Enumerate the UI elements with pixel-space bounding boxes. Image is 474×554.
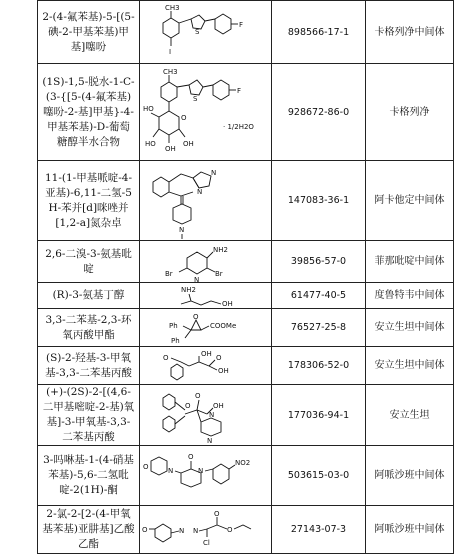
svg-text:Br: Br [214,269,223,278]
svg-text:OH: OH [212,402,224,410]
svg-text:O: O [215,353,222,362]
structure-imidazobenzazepine-methylpiperidine-icon [141,162,271,240]
application: 卡格列净中间体 [366,1,454,64]
compound-name: (1S)-1,5-脱水-1-C-(3-{[5-(4-氟苯基)噻吩-2-基]甲基}-4-甲基苯基)-D-葡萄糖醇半水合物 [38,64,140,161]
svg-text:Cl: Cl [202,538,210,547]
structure-cell [140,161,272,241]
svg-text:F: F [238,21,243,29]
svg-text:N: N [167,466,173,475]
svg-text:N: N [196,187,202,196]
structure-cell [140,446,272,506]
cas-number: 503615-03-0 [272,446,366,506]
table-row [38,506,454,554]
svg-text:O: O [194,392,201,400]
svg-text:O: O [180,113,187,122]
svg-text:N: N [206,437,212,444]
svg-text:· 1/2H2O: · 1/2H2O [222,122,254,131]
structure-aminobutanol-icon [141,284,271,308]
structure-cell [140,385,272,446]
svg-text:O: O [162,353,169,362]
svg-text:OH: OH [200,349,212,358]
application: 卡格列净 [366,64,454,161]
svg-text:Ph: Ph [170,336,180,345]
svg-text:NO2: NO2 [234,458,250,467]
structure-thiophene-fluorophenyl-iodotoluene-icon [141,1,271,63]
table-row [38,385,454,446]
compound-name: 2-(4-氟苯基)-5-[(5-碘-2-甲基苯基)甲基]噻吩 [38,1,140,64]
svg-text:OH: OH [164,144,176,153]
structure-cell [140,283,272,309]
compound-name: 2,6-二溴-3-氨基吡啶 [38,241,140,283]
application: 阿哌沙班中间体 [366,446,454,506]
table-row [38,241,454,283]
svg-text:S: S [194,28,199,36]
application: 阿哌沙班中间体 [366,506,454,554]
cas-number: 39856-57-0 [272,241,366,283]
svg-text:N: N [210,168,216,177]
structure-cell [140,309,272,347]
svg-text:OH: OH [217,366,229,375]
table-row [38,64,454,161]
table-row [38,347,454,385]
compound-name: 11-(1-甲基哌啶-4-亚基)-6,11-二氢-5H-苯并[d]咪唑并[1,2-a]氮杂卓 [38,161,140,241]
svg-text:S: S [192,94,197,103]
svg-text:O: O [226,525,233,534]
svg-text:HO: HO [144,139,156,148]
svg-text:CH3: CH3 [164,4,180,12]
cas-number: 177036-94-1 [272,385,366,446]
structure-chloro-methoxyphenylhydrazono-acetate-icon [141,507,271,553]
svg-text:COOMe: COOMe [209,321,236,330]
table-row [38,446,454,506]
svg-text:I: I [168,48,171,56]
cas-number: 76527-25-8 [272,309,366,347]
svg-text:F: F [236,86,241,95]
structure-morpholino-nitrophenyl-dihydropyridinone-icon [141,447,271,505]
svg-text:Ph: Ph [168,321,178,330]
application: 安立生坦中间体 [366,347,454,385]
structure-diphenyl-epoxy-ester-icon [141,310,271,346]
svg-text:O: O [187,452,194,461]
application: 安立生坦中间体 [366,309,454,347]
svg-text:O: O [141,525,148,534]
application: 度鲁特韦中间体 [366,283,454,309]
svg-text:N: N [178,225,184,234]
structure-cell [140,64,272,161]
table-row [38,309,454,347]
cas-number: 27143-07-3 [272,506,366,554]
structure-dibromoaminopyridine-icon [141,242,271,282]
table-row [38,161,454,241]
compound-table [37,0,454,554]
svg-text:N: N [193,275,199,282]
cas-number: 61477-40-5 [272,283,366,309]
compound-name: (+)-(2S)-2-[(4,6-二甲基嘧啶-2-基)氧基]-3-甲氧基-3,3-二苯基丙酸 [38,385,140,446]
svg-text:N: N [197,466,203,475]
svg-text:O: O [213,509,220,518]
application: 菲那吡啶中间体 [366,241,454,283]
cas-number: 928672-86-0 [272,64,366,161]
structure-cell [140,347,272,385]
application: 安立生坦 [366,385,454,446]
compound-name: (S)-2-羟基-3-甲氧基-3,3-二苯基丙酸 [38,347,140,385]
compound-name: 2-氯-2-[2-(4-甲氧基苯基)亚肼基]乙酸乙酯 [38,506,140,554]
table-row [38,283,454,309]
compound-name: 3,3-二苯基-2,3-环氧丙酸甲酯 [38,309,140,347]
svg-text:CH3: CH3 [162,67,178,76]
structure-ambrisentan-icon [141,386,271,444]
svg-text:N: N [192,526,198,535]
svg-text:HO: HO [142,104,154,113]
structure-hydroxy-methoxy-diphenylpropanoic-acid-icon [141,348,271,384]
svg-text:N: N [178,526,184,535]
cas-number: 898566-17-1 [272,1,366,64]
svg-text:O: O [142,462,149,471]
structure-cell [140,1,272,64]
svg-text:OH: OH [182,139,194,148]
structure-cell [140,241,272,283]
structure-cell [140,506,272,554]
svg-text:N: N [208,411,214,419]
svg-text:O: O [192,312,199,321]
table-row [38,1,454,64]
application: 阿卡他定中间体 [366,161,454,241]
cas-number: 147083-36-1 [272,161,366,241]
svg-text:NH2: NH2 [212,245,228,254]
structure-canagliflozin-hemihydrate-icon [141,65,271,160]
compound-name: 3-吗啉基-1-(4-硝基苯基)-5,6-二氢吡啶-2(1H)-酮 [38,446,140,506]
svg-text:NH2: NH2 [180,285,196,294]
svg-text:OH: OH [221,299,233,308]
cas-number: 178306-52-0 [272,347,366,385]
svg-text:O: O [184,402,191,410]
svg-text:Br: Br [164,269,173,278]
compound-name: (R)-3-氨基丁醇 [38,283,140,309]
